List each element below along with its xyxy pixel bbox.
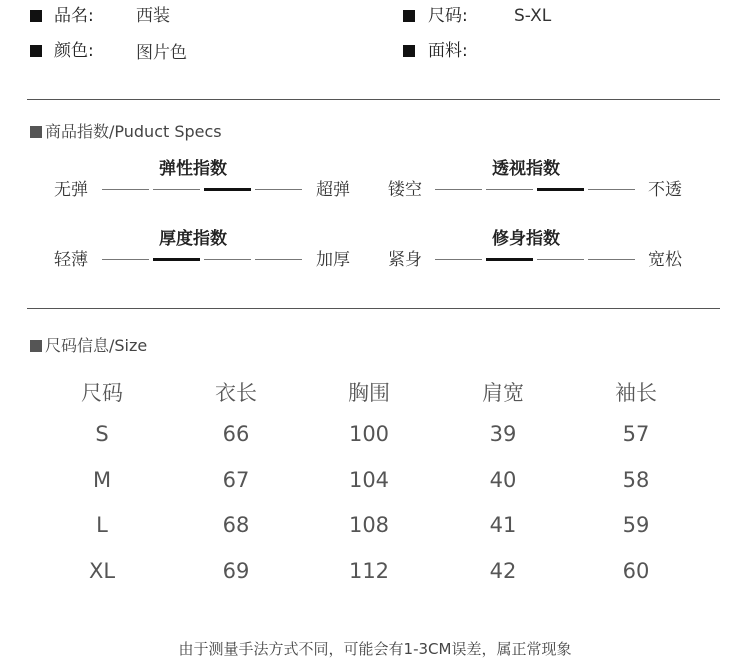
size-table-cell: 108: [348, 513, 390, 537]
spec-segment: [204, 259, 251, 260]
size-table-cell: 59: [622, 513, 650, 537]
size-table-cell: XL: [88, 559, 116, 583]
size-table-cell: 100: [348, 422, 390, 446]
spec-left-label: 镂空: [388, 180, 422, 200]
size-table-cell: 58: [622, 468, 650, 492]
spec-right-label: 超弹: [316, 180, 350, 200]
specs-title-text: 商品指数/Puduct Specs: [45, 122, 222, 141]
spec-segment: [255, 189, 302, 190]
size-title-text: 尺码信息/Size: [45, 336, 148, 355]
spec-segment: [153, 189, 200, 190]
size-table-cell: 68: [222, 513, 250, 537]
divider: [27, 308, 720, 309]
size-section-title: [30, 336, 147, 356]
size-table-header: 衣长: [215, 381, 257, 405]
size-table-cell: 42: [489, 559, 517, 583]
size-table-cell: M: [92, 468, 112, 492]
spec-left-label: 紧身: [388, 250, 422, 270]
color-value: 图片色: [136, 43, 187, 63]
size-table-header: 袖长: [615, 381, 657, 405]
size-table-cell: 39: [489, 422, 517, 446]
square-icon: [30, 340, 42, 352]
size-table-header: 肩宽: [482, 381, 524, 405]
spec-title: 弹性指数: [159, 159, 227, 179]
bullet-icon: [403, 45, 415, 57]
size-table-cell: S: [95, 422, 109, 446]
spec-title: 厚度指数: [159, 229, 227, 249]
fabric-label: 面料:: [428, 41, 468, 61]
size-table-cell: 40: [489, 468, 517, 492]
size-table-header: 胸围: [348, 381, 390, 405]
spec-left-label: 轻薄: [54, 250, 88, 270]
size-table-cell: 66: [222, 422, 250, 446]
spec-segment-active: [204, 188, 251, 191]
name-label: 品名:: [54, 6, 94, 26]
spec-segment: [486, 189, 533, 190]
color-label: 颜色:: [54, 41, 94, 61]
spec-right-label: 宽松: [648, 250, 682, 270]
spec-segment: [102, 259, 149, 260]
spec-segment: [588, 259, 635, 260]
name-value: 西装: [136, 6, 170, 26]
size-label: 尺码:: [428, 6, 468, 26]
spec-title: 透视指数: [492, 159, 560, 179]
spec-segment: [255, 259, 302, 260]
bullet-icon: [403, 10, 415, 22]
size-table-cell: 67: [222, 468, 250, 492]
size-table-cell: 69: [222, 559, 250, 583]
spec-segment: [435, 189, 482, 190]
spec-left-label: 无弹: [54, 180, 88, 200]
bullet-icon: [30, 10, 42, 22]
spec-segment: [435, 259, 482, 260]
size-table-cell: 41: [489, 513, 517, 537]
spec-segment: [588, 189, 635, 190]
size-table-cell: 57: [622, 422, 650, 446]
spec-segment: [537, 259, 584, 260]
size-value: S-XL: [514, 6, 552, 26]
size-table-cell: 112: [348, 559, 390, 583]
size-table-cell: L: [96, 513, 108, 537]
specs-section-title: [30, 122, 222, 142]
measurement-note: 由于测量手法方式不同，可能会有1-3CM误差，属正常现象: [178, 640, 572, 658]
spec-right-label: 不透: [648, 180, 682, 200]
square-icon: [30, 126, 42, 138]
spec-title: 修身指数: [492, 229, 560, 249]
size-table-cell: 104: [348, 468, 390, 492]
spec-segment-active: [537, 188, 584, 191]
spec-right-label: 加厚: [316, 250, 350, 270]
size-table-header: 尺码: [81, 381, 123, 405]
size-table-cell: 60: [622, 559, 650, 583]
spec-segment: [102, 189, 149, 190]
spec-segment-active: [153, 258, 200, 261]
spec-segment-active: [486, 258, 533, 261]
bullet-icon: [30, 45, 42, 57]
divider: [27, 99, 720, 100]
